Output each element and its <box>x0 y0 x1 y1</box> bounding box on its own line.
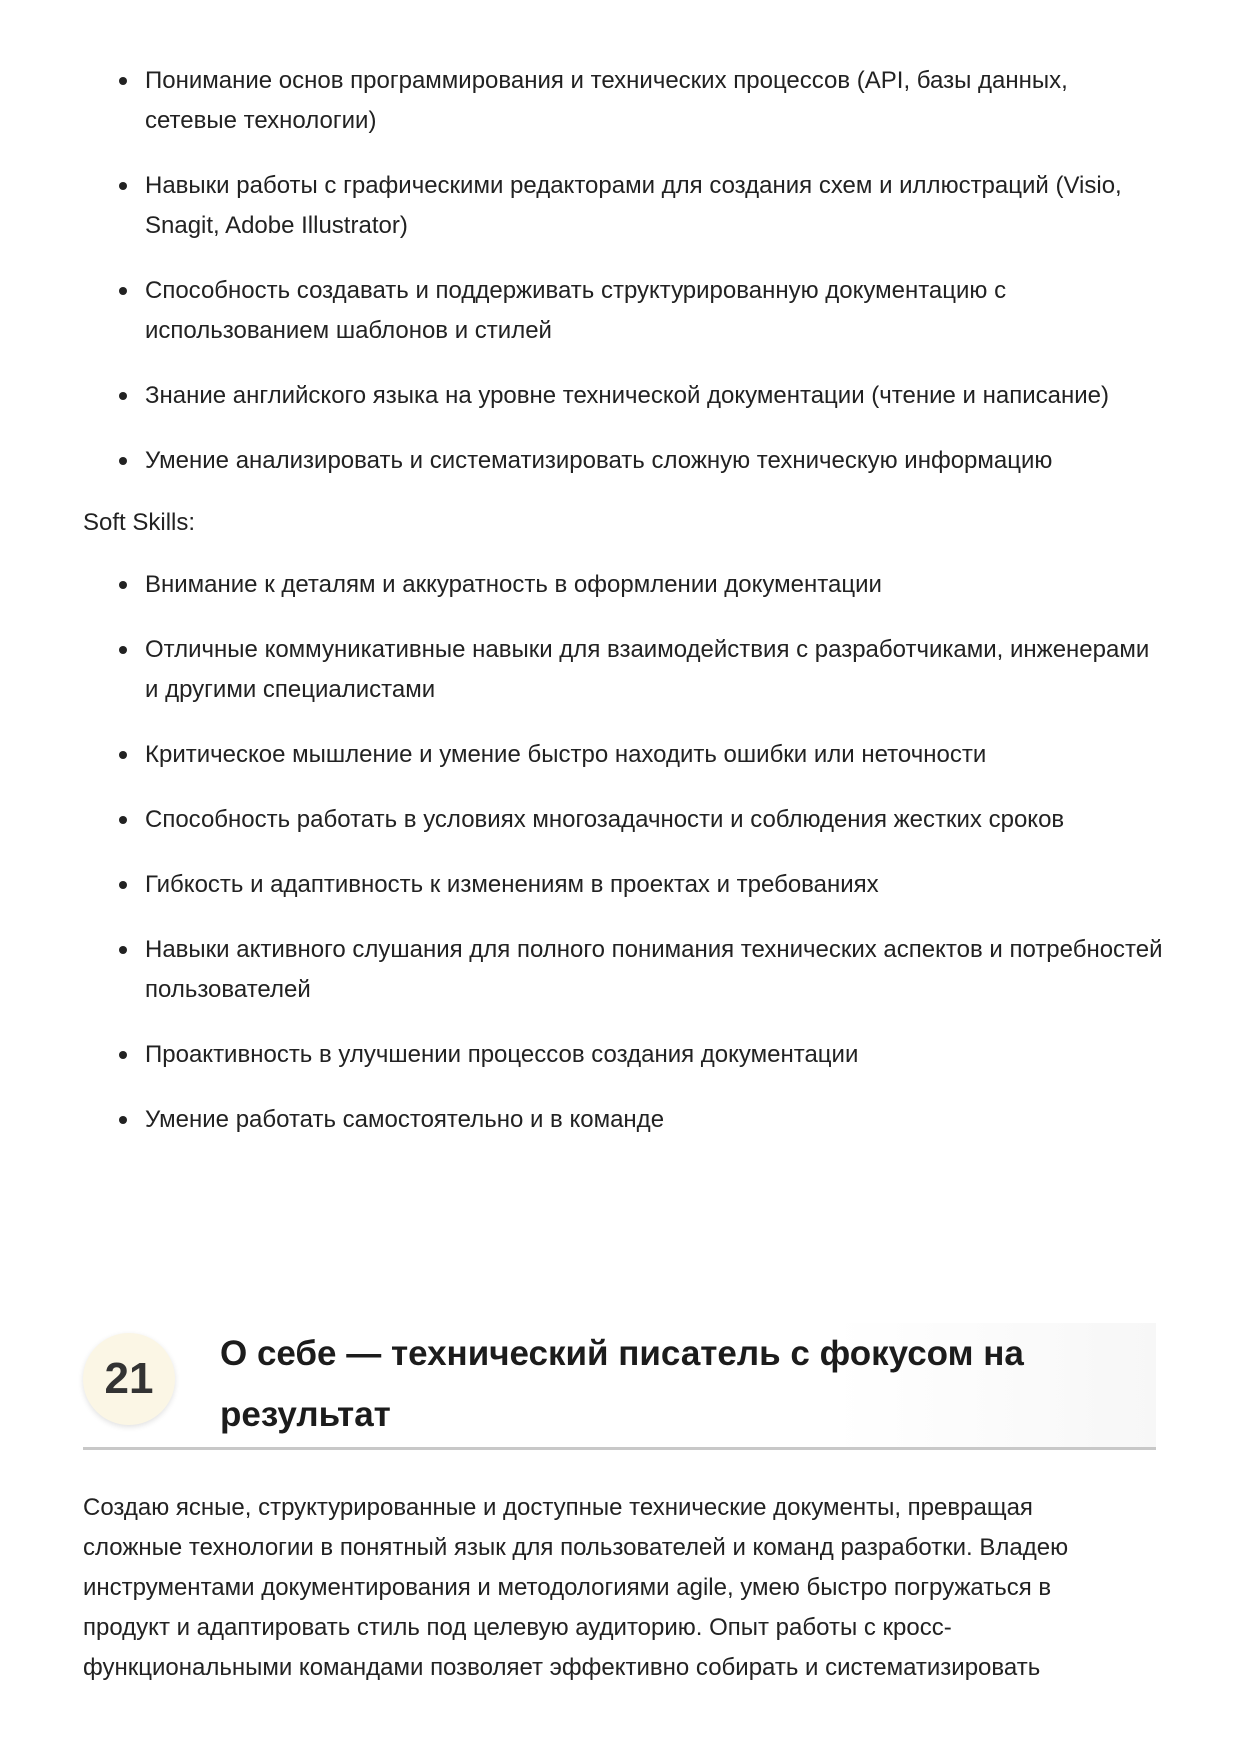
list-item-text: Навыки активного слушания для полного понимания технических аспектов и потребностей пользователей <box>145 936 1163 1003</box>
list-item-text: Отличные коммуникативные навыки для взаимодействия с разработчиками, инженерами и другими специалистами <box>145 636 1150 703</box>
bullet-icon <box>119 287 127 295</box>
list-item-text: Знание английского языка на уровне технической документации (чтение и написание) <box>145 382 1109 409</box>
section-header <box>83 1323 1156 1450</box>
list-item <box>83 61 1163 141</box>
soft-skills-list <box>83 565 1163 1165</box>
list-item <box>83 930 1163 1010</box>
about-paragraph: Создаю ясные, структурированные и доступные технические документы, превращая сложные технологии в понятный язык для пользователей и команд разработки. Владею инструментами документирования и методологиями agile, умею быстро погружаться в продукт и адаптировать стиль под целевую аудиторию. Опыт работы с кросс-функциональными командами позволяет эффективно собирать и систематизировать <box>83 1494 1069 1681</box>
tech-skills-list <box>83 61 1163 506</box>
list-item-text: Критическое мышление и умение быстро находить ошибки или неточности <box>145 741 987 768</box>
list-item <box>83 271 1163 351</box>
list-item-text: Внимание к деталям и аккуратность в оформлении документации <box>145 571 882 598</box>
list-item-text: Способность создавать и поддерживать структурированную документацию с использованием шаблонов и стилей <box>145 277 1007 344</box>
list-item-text: Умение анализировать и систематизировать сложную техническую информацию <box>145 447 1053 474</box>
bullet-icon <box>119 77 127 85</box>
section-title: О себе — технический писатель с фокусом на результат <box>220 1334 1024 1434</box>
list-item-text: Умение работать самостоятельно и в команде <box>145 1106 665 1133</box>
list-item <box>83 630 1163 710</box>
list-item <box>83 735 1163 775</box>
list-item-text: Понимание основ программирования и технических процессов (API, базы данных, сетевые технологии) <box>145 67 1068 134</box>
list-item <box>83 441 1163 481</box>
bullet-icon <box>119 182 127 190</box>
list-item-text: Навыки работы с графическими редакторами для создания схем и иллюстраций (Visio, Snagit, Adobe Illustrator) <box>145 172 1122 239</box>
list-item <box>83 565 1163 605</box>
list-item-text: Проактивность в улучшении процессов создания документации <box>145 1041 859 1068</box>
list-item <box>83 376 1163 416</box>
list-item <box>83 865 1163 905</box>
section-number-badge: 21 <box>83 1333 175 1425</box>
bullet-icon <box>119 751 127 759</box>
list-item <box>83 800 1163 840</box>
list-item <box>83 166 1163 246</box>
bullet-icon <box>119 581 127 589</box>
list-item <box>83 1035 1163 1075</box>
bullet-icon <box>119 392 127 400</box>
list-item <box>83 1100 1163 1140</box>
list-item-text: Способность работать в условиях многозадачности и соблюдения жестких сроков <box>145 806 1065 833</box>
bullet-icon <box>119 1116 127 1124</box>
soft-skills-label: Soft Skills: <box>83 509 196 536</box>
bullet-icon <box>119 457 127 465</box>
bullet-icon <box>119 1051 127 1059</box>
bullet-icon <box>119 881 127 889</box>
bullet-icon <box>119 646 127 654</box>
list-item-text: Гибкость и адаптивность к изменениям в проектах и требованиях <box>145 871 879 898</box>
bullet-icon <box>119 816 127 824</box>
bullet-icon <box>119 946 127 954</box>
